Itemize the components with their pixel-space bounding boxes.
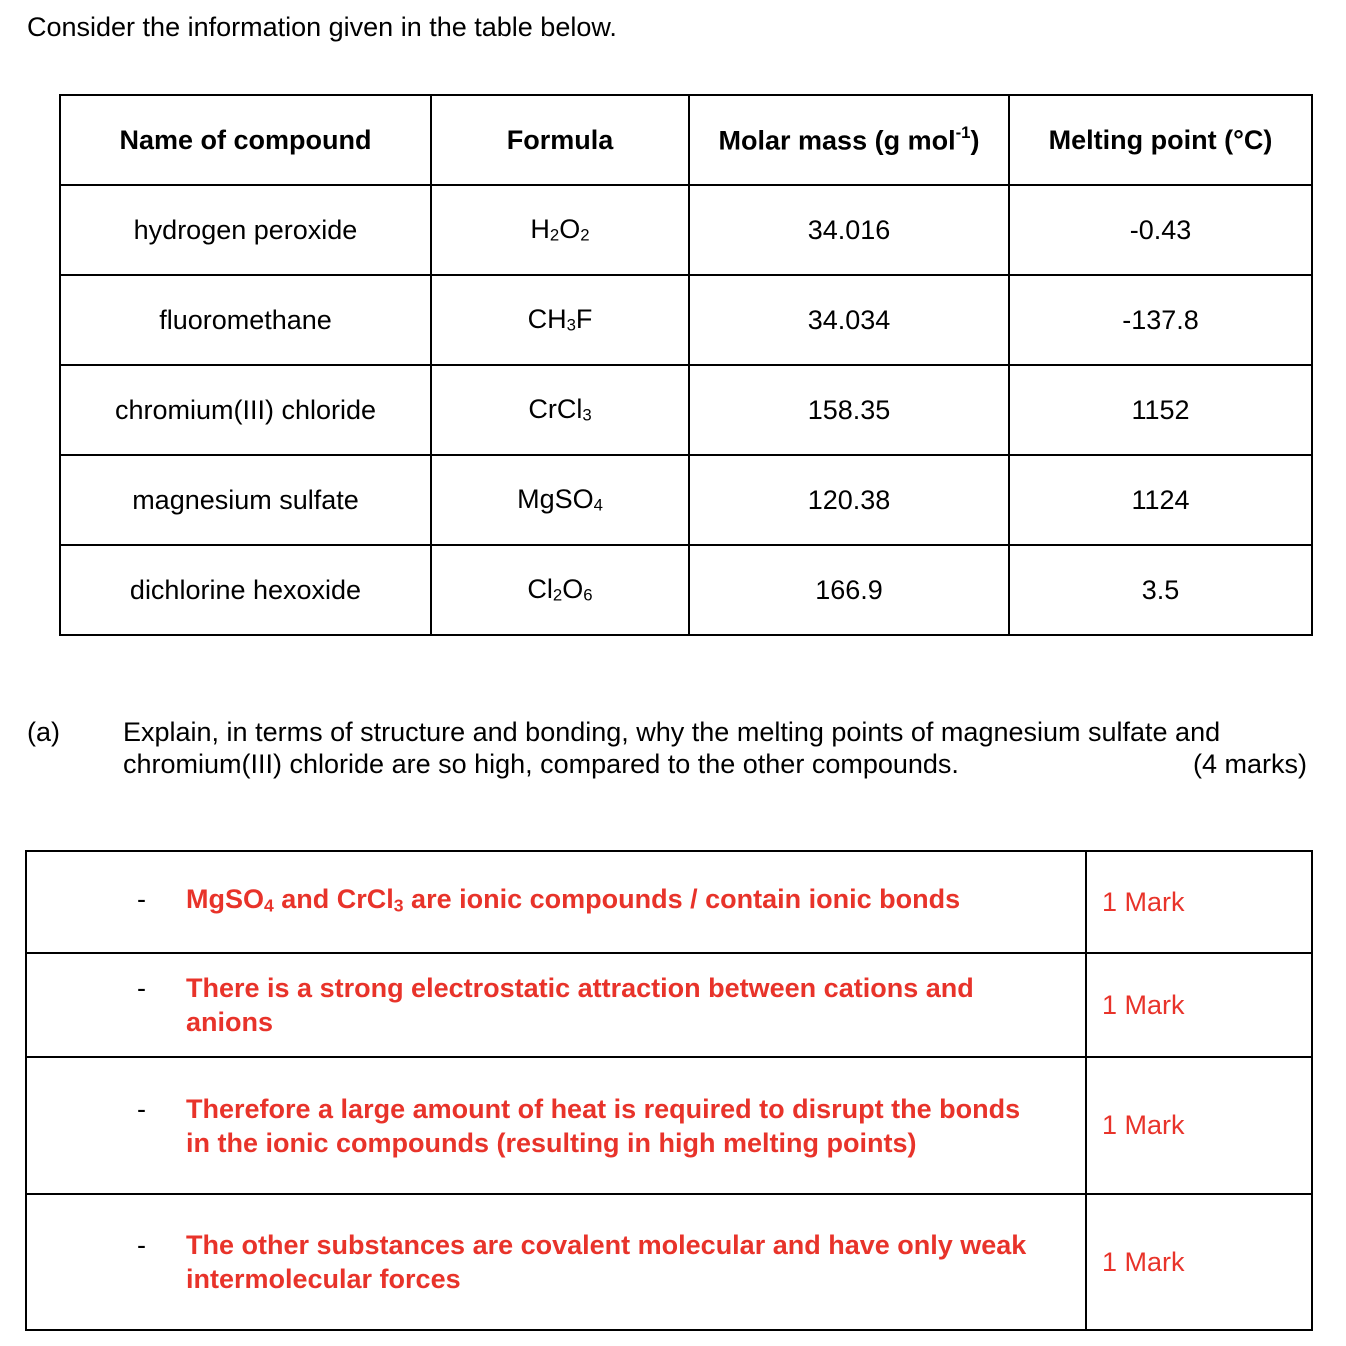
melting-point: -137.8 — [1009, 275, 1312, 365]
answer-text: - MgSO$_4$ and CrCl$_3$ are ionic compounds / contain ionic bonds — [26, 851, 1086, 953]
molar-mass: 34.016 — [689, 185, 1009, 275]
molar-mass: 120.38 — [689, 455, 1009, 545]
molar-mass: 34.034 — [689, 275, 1009, 365]
molar-mass: 166.9 — [689, 545, 1009, 635]
table-row — [60, 365, 1312, 455]
intro-text: Consider the information given in the table below. — [27, 12, 617, 42]
answer-row — [26, 953, 1312, 1057]
header-name: Name of compound — [60, 95, 431, 185]
header-formula: Formula — [431, 95, 689, 185]
bullet-dash: - — [137, 973, 146, 1003]
answer-row — [26, 1057, 1312, 1194]
compound-formula: CrCl$_3$ — [431, 365, 689, 455]
question-marks: (4 marks) — [1193, 749, 1307, 779]
table-header-row — [60, 95, 1312, 185]
answer-mark: 1 Mark — [1086, 1057, 1312, 1194]
answer-mark: 1 Mark — [1086, 1194, 1312, 1330]
answer-mark: 1 Mark — [1086, 851, 1312, 953]
header-melting-point: Melting point (°C) — [1009, 95, 1312, 185]
question-label: (a) — [27, 717, 60, 747]
answer-text: - The other substances are covalent molecular and have only weak intermolecular forces — [26, 1194, 1086, 1330]
header-molar-mass: Molar mass (g mol$^{-1}$) — [689, 95, 1009, 185]
bullet-dash: - — [137, 1230, 146, 1260]
bullet-dash: - — [137, 883, 146, 914]
melting-point: 1152 — [1009, 365, 1312, 455]
table-row — [60, 185, 1312, 275]
answer-table — [25, 850, 1313, 1331]
answer-row — [26, 851, 1312, 953]
table-row — [60, 275, 1312, 365]
compound-name: hydrogen peroxide — [60, 185, 431, 275]
compound-formula: $CH_3F$ — [431, 275, 689, 365]
bullet-dash: - — [137, 1093, 146, 1124]
answer-text: - There is a strong electrostatic attraction between cations and anions — [26, 953, 1086, 1057]
table-row — [60, 545, 1312, 635]
compound-name: chromium(III) chloride — [60, 365, 431, 455]
compound-name: fluoromethane — [60, 275, 431, 365]
compound-formula: MgSO$_4$ — [431, 455, 689, 545]
melting-point: -0.43 — [1009, 185, 1312, 275]
compound-table — [59, 94, 1313, 636]
compound-name: magnesium sulfate — [60, 455, 431, 545]
answer-mark: 1 Mark — [1086, 953, 1312, 1057]
compound-name: dichlorine hexoxide — [60, 545, 431, 635]
table-row — [60, 455, 1312, 545]
melting-point: 3.5 — [1009, 545, 1312, 635]
answer-text: - Therefore a large amount of heat is required to disrupt the bonds in the ionic compounds (resulting in high melting points) — [26, 1057, 1086, 1194]
compound-formula: $H_2O_2$ — [431, 185, 689, 275]
compound-formula: $Cl_2O_6$ — [431, 545, 689, 635]
melting-point: 1124 — [1009, 455, 1312, 545]
molar-mass: 158.35 — [689, 365, 1009, 455]
answer-row — [26, 1194, 1312, 1330]
question-text: Explain, in terms of structure and bonding, why the melting points of magnesium sulfate and chromium(III) chloride are so high, compared to the other compounds. — [123, 717, 1221, 779]
